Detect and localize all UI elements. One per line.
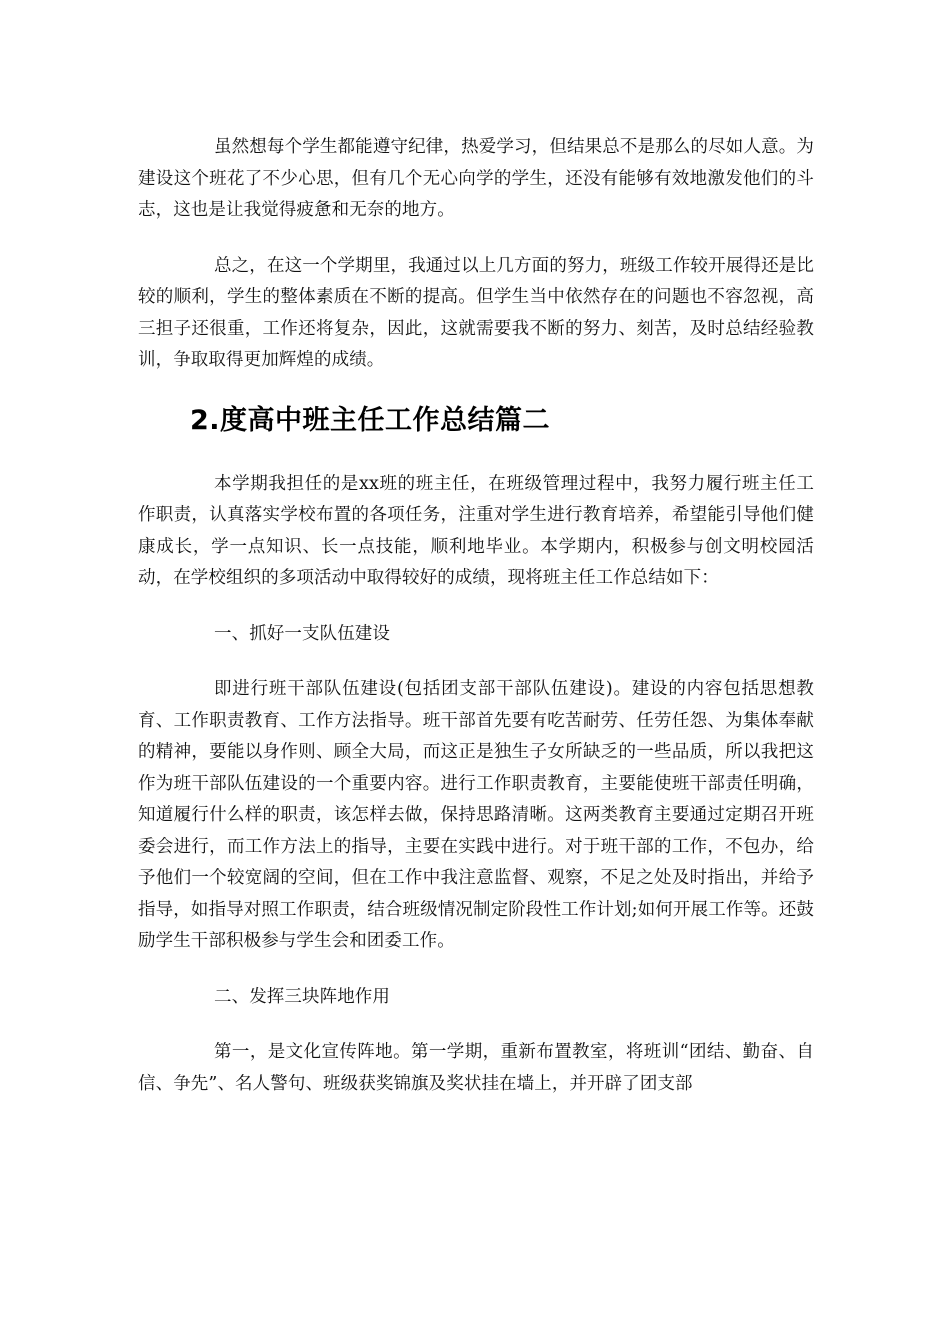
paragraph-intro: 本学期我担任的是xx班的班主任，在班级管理过程中，我努力履行班主任工作职责，认真落实学校布置的各项任务，注重对学生进行教育培养，希望能引导他们健康成长，学一点知识、长一点技能，顺利地毕业。本学期内，积极参与创文明校园活动，在学校组织的多项活动中取得较好的成绩，现将班主任工作总结如下： bbox=[138, 473, 814, 588]
section-heading: 2.度高中班主任工作总结篇二 bbox=[190, 404, 551, 436]
subheading-three-positions: 二、发挥三块阵地作用 bbox=[214, 986, 390, 1007]
document-body bbox=[138, 132, 814, 1124]
paragraph-discipline: 虽然想每个学生都能遵守纪律，热爱学习，但结果总不是那么的尽如人意。为建设这个班花了不少心思，但有几个无心向学的学生，还没有能够有效地激发他们的斗志，这也是让我觉得疲惫和无奈的地方。 bbox=[138, 137, 814, 220]
paragraph-summary: 总之，在这一个学期里，我通过以上几方面的努力，班级工作较开展得还是比较的顺利，学生的整体素质在不断的提高。但学生当中依然存在的问题也不容忽视，高三担子还很重，工作还将复杂，因此，这就需要我不断的努力、刻苦，及时总结经验教训，争取取得更加辉煌的成绩。 bbox=[138, 255, 814, 370]
paragraph-team-building: 即进行班干部队伍建设(包括团支部干部队伍建设)。建设的内容包括思想教育、工作职责教育、工作方法指导。班干部首先要有吃苦耐劳、任劳任怨、为集体奉献的精神，要能以身作则、顾全大局，而这正是独生子女所缺乏的一些品质，所以我把这作为班干部队伍建设的一个重要内容。进行工作职责教育，主要能使班干部责任明确，知道履行什么样的职责，该怎样去做，保持思路清晰。这两类教育主要通过定期召开班委会进行，而工作方法上的指导，主要在实践中进行。对于班干部的工作，不包办，给予他们一个较宽阔的空间，但在工作中我注意监督、观察，不足之处及时指出，并给予指导，如指导对照工作职责，结合班级情况制定阶段性工作计划;如何开展工作等。还鼓励学生干部积极参与学生会和团委工作。 bbox=[138, 679, 814, 951]
paragraph-culture-position: 第一，是文化宣传阵地。第一学期，重新布置教室，将班训“团结、勤奋、自信、争先”、名人警句、班级获奖锦旗及奖状挂在墙上，并开辟了团支部 bbox=[138, 1042, 814, 1094]
subheading-team-building: 一、抓好一支队伍建设 bbox=[214, 623, 390, 644]
